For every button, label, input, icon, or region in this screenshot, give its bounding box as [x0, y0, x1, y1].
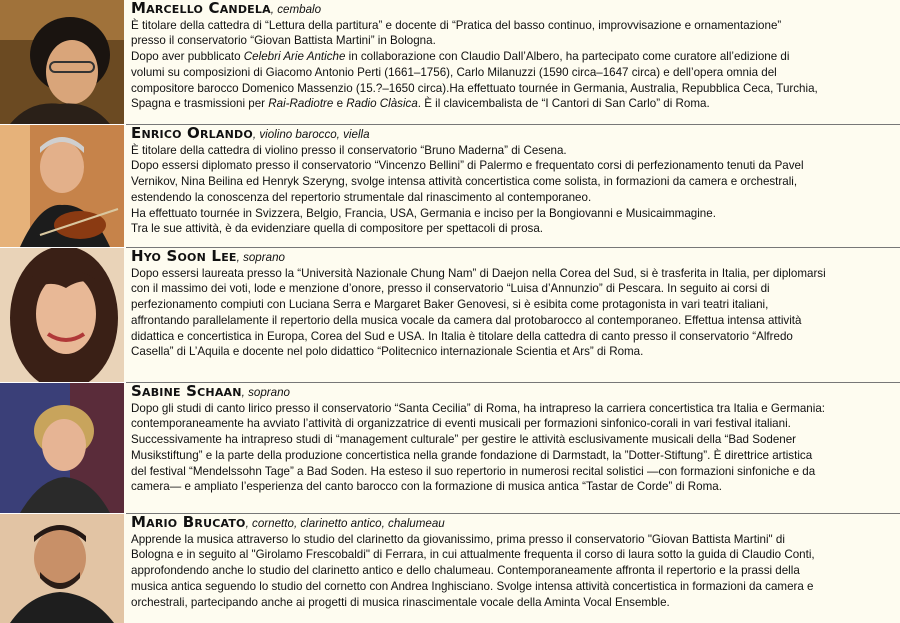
- bio-line: contemporaneamente ha avviato l’attività di organizzatrice di eventi musicali per formazioni sinfonico-corali in vari festival italiani.: [131, 417, 791, 431]
- bio-line: Dopo essersi laureata presso la “Università Nazionale Chung Nam” di Daejon nella Corea del Sud, si è trasferita in Italia, per diplomarsi: [131, 266, 826, 280]
- musician-role: , cembalo: [270, 3, 322, 16]
- bio-line: presso il conservatorio “Giovan Battista Martini” in Bologna.: [131, 34, 436, 48]
- bio-enrico-orlando: [0, 125, 900, 247]
- bio-line: didattica e concertistica in Europa, Corea del Sud e USA. In Italia è titolare della cattedra di canto presso il conservatorio “Alfredo: [131, 329, 793, 343]
- bio-marcello-candela: [0, 0, 900, 124]
- photo-enrico-orlando: [0, 125, 124, 247]
- musician-name: Hyo Soon Lee: [131, 248, 237, 265]
- bio-line: Casella” di L’Aquila e docente nel polo didattico “Politecnico internazionale Scientia et Ars” di Roma.: [131, 345, 644, 359]
- bio-line: affrontando parallelamente il repertorio della musica vocale da camera dal protobarocco al contemporaneo. Effettua intensa attività: [131, 313, 802, 327]
- bio-line: musica antica seguendo lo studio del cornetto con Andrea Inghisciano. Svolge intensa attività concertistica in formazioni da camera e: [131, 579, 814, 593]
- musician-role: , soprano: [241, 386, 290, 399]
- bio-line: Apprende la musica attraverso lo studio del clarinetto da giovanissimo, prima presso il conservatorio "Giovan Battista Martini" di: [131, 532, 785, 546]
- bio-line: Dopo gli studi di canto lirico presso il conservatorio “Santa Cecilia” di Roma, ha intrapreso la carriera concertistica tra Italia e Germania:: [131, 401, 825, 415]
- bio-line: del festival “Mendelssohn Tage” a Bad Soden. Ha esteso il suo repertorio in numerosi recital solistici —con formazioni sinfoniche e da: [131, 464, 816, 478]
- musician-role: , cornetto, clarinetto antico, chalumeau: [245, 517, 445, 530]
- bio-line: volumi su composizioni di Giacomo Antonio Perti (1661–1756), Carlo Milanuzzi (1590 circa–1647 circa) e dell’opera omnia del: [131, 65, 777, 79]
- bio-line: Dopo aver pubblicato Celebri Arie Antiche in collaborazione con Claudio Dall’Albero, ha partecipato come curatore all’edizione di: [131, 50, 790, 64]
- bio-line: orchestrali, partecipando anche ai progetti di musica rinascimentale vocale della Aminta Vocal Ensemble.: [131, 595, 670, 609]
- bio-line: Successivamente ha intrapreso studi di “management culturale” per gestire le attività esclusivamente musicali della “Bad Sodener: [131, 433, 797, 447]
- bio-mario-brucato: [0, 514, 900, 623]
- photo-hyo-soon-lee: [0, 248, 124, 382]
- photo-mario-brucato: [0, 514, 124, 623]
- musician-name: Sabine Schaan: [131, 383, 242, 400]
- bio-line: Musikstiftung” e la parte della produzione concertistica nella grande fondazione di Darmstadt, la ”Dotter-Stiftung”. È direttrice artistica: [131, 448, 813, 462]
- bio-line: Ha effettuato tournée in Svizzera, Belgio, Francia, USA, Germania e inciso per la Bongiovanni e Musicaimmagine.: [131, 206, 716, 220]
- photo-sabine-schaan: [0, 383, 124, 513]
- bio-line: compositore barocco Domenico Massenzio (15.?–1650 circa).Ha effettuato tournée in Germania, Australia, Repubblica Ceca, Turchia,: [131, 81, 818, 95]
- bio-line: Tra le sue attività, è da evidenziare quella di compositore per spettacoli di prosa.: [131, 222, 544, 236]
- bio-hyo-soon-lee: [0, 248, 900, 382]
- bio-line: con il massimo dei voti, lode e menzione d’onore, presso il conservatorio “Luisa d’Annunzio” di Pescara. In seguito ai corsi di: [131, 282, 770, 296]
- bio-line: Dopo essersi diplomato presso il conservatorio “Vincenzo Bellini” di Palermo e frequentato corsi di perfezionamento tenuti da Pavel: [131, 159, 804, 173]
- musician-name: Marcello Candela: [131, 0, 271, 17]
- musician-role: , violino barocco, viella: [252, 128, 370, 141]
- bio-line: Spagna e trasmissioni per Rai-Radiotre e Radio Clàsica. È il clavicembalista de “I Cantori di San Carlo” di Roma.: [131, 97, 710, 111]
- bio-line: camera— e ampliato l’esperienza del canto barocco con la formazione di musica antica “Tastar de Corde” di Roma.: [131, 480, 722, 494]
- photo-marcello-candela: [0, 0, 124, 124]
- bio-line: estendendo la conoscenza del repertorio strumentale dal rinascimento al contemporaneo.: [131, 190, 592, 204]
- musician-role: , soprano: [236, 251, 285, 264]
- bio-line: perfezionamento compiuti con Luciana Serra e Margaret Baker Genovesi, si è esibita come protagonista in vari teatri italiani,: [131, 298, 769, 312]
- musician-name: Enrico Orlando: [131, 125, 253, 142]
- bio-sabine-schaan: [0, 383, 900, 513]
- bio-line: approfondendo anche lo studio del clarinetto antico e dello chalumeau. Contemporaneamente affronta il repertorio e la prassi della: [131, 564, 800, 578]
- bio-line: È titolare della cattedra di violino presso il conservatorio “Bruno Maderna” di Cesena.: [131, 143, 567, 157]
- bio-line: Vernikov, Nina Beilina ed Henryk Szeryng, svolge intensa attività concertistica come solista, in formazioni da camera e orchestrali,: [131, 175, 798, 189]
- bio-line: Bologna e in seguito al "Girolamo Frescobaldi" di Ferrara, in cui attualmente frequenta il corso di laura sotto la guida di Claudio Conti,: [131, 548, 815, 562]
- bio-line: È titolare della cattedra di “Lettura della partitura” e docente di “Pratica del basso continuo, improvvisazione e ornamentazione”: [131, 18, 782, 32]
- musician-name: Mario Brucato: [131, 514, 246, 531]
